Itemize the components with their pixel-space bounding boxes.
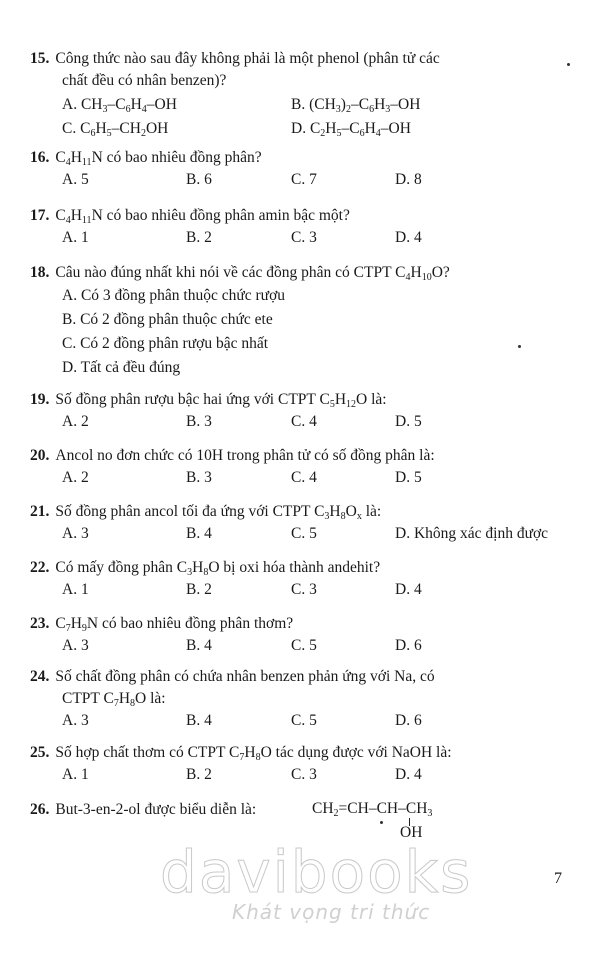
option-c: C. 5 [291, 637, 317, 654]
option-d: D. 6 [395, 712, 422, 729]
question-15 [30, 48, 575, 142]
structural-formula: $CH_2=CH-CH-CH_3$ [312, 800, 433, 819]
question-number: 23. [30, 615, 50, 632]
option-a: A. 3 [62, 712, 89, 729]
watermark-slogan: Khát vọng tri thức [232, 900, 431, 924]
page-number: 7 [554, 870, 562, 887]
option-a: A. 1 [62, 229, 89, 246]
option-c: C. Có 2 đồng phân rượu bậc nhất [62, 335, 269, 352]
option-a: A. Có 3 đồng phân thuộc chức rượu [62, 287, 286, 304]
option-c: C. 4 [291, 469, 317, 486]
question-26 [30, 799, 575, 821]
question-number: 24. [30, 668, 50, 685]
option-a: A. 2 [62, 413, 89, 430]
question-text: $C_7H_9N$ có bao nhiêu đồng phân thơm? [55, 615, 294, 634]
question-number: 15. [30, 50, 50, 67]
question-23 [30, 613, 575, 659]
option-b: B. $(CH_3)_2-C_6H_3-OH$ [291, 96, 421, 115]
option-d: D. 6 [395, 637, 422, 654]
watermark-logo: davibooks [160, 838, 473, 906]
option-d: D. 4 [395, 766, 422, 783]
question-number: 18. [30, 264, 50, 281]
option-a: A. 1 [62, 581, 89, 598]
option-d: D. $C_2H_5-C_6H_4-OH$ [291, 120, 411, 139]
question-text: Ancol no đơn chức có 10H trong phân tử có số đồng phân là: [55, 447, 435, 464]
question-number: 17. [30, 207, 50, 224]
question-text-continued: CTPT $C_7H_8O$ là: [62, 690, 166, 709]
question-22 [30, 557, 575, 603]
option-c: C. 5 [291, 712, 317, 729]
option-d: D. 8 [395, 171, 422, 188]
question-18 [30, 262, 575, 380]
question-number: 19. [30, 391, 50, 408]
option-a: A. 3 [62, 637, 89, 654]
option-b: B. 2 [186, 229, 212, 246]
question-25 [30, 742, 575, 788]
question-text: $C_4H_{11}N$ có bao nhiêu đồng phân? [55, 149, 262, 168]
speck [567, 63, 570, 66]
option-c: C. $C_6H_5-CH_2OH$ [62, 120, 169, 139]
option-a: A. $CH_3-C_6H_4-OH$ [62, 96, 177, 115]
option-d: D. 5 [395, 413, 422, 430]
option-b: B. 6 [186, 171, 212, 188]
option-d: D. Tất cả đều đúng [62, 359, 181, 376]
option-c: C. 3 [291, 581, 317, 598]
question-text: Công thức nào sau đây không phải là một phenol (phân tử các [55, 50, 440, 67]
option-b: B. 4 [186, 712, 212, 729]
question-text: But-3-en-2-ol được biểu diễn là: [55, 801, 257, 818]
question-text: Có mấy đồng phân $C_3H_8O$ bị oxi hóa thành andehit? [55, 559, 381, 578]
option-a: A. 2 [62, 469, 89, 486]
hydroxyl-group: OH [400, 824, 423, 841]
question-text: Số chất đồng phân có chứa nhân benzen phản ứng với Na, có [55, 668, 435, 685]
question-number: 25. [30, 744, 50, 761]
option-b: B. 3 [186, 413, 212, 430]
option-b: B. Có 2 đồng phân thuộc chức ete [62, 311, 273, 328]
option-c: C. 4 [291, 413, 317, 430]
question-text: Câu nào đúng nhất khi nói về các đồng phân có CTPT $C_4H_{10}O$? [55, 264, 450, 283]
question-text-continued: chất đều có nhân benzen)? [62, 72, 227, 89]
question-24 [30, 666, 575, 734]
option-c: C. 5 [291, 525, 317, 542]
question-number: 22. [30, 559, 50, 576]
speck [518, 345, 521, 348]
question-number: 21. [30, 503, 50, 520]
question-19 [30, 389, 575, 435]
option-a: A. 5 [62, 171, 89, 188]
question-text: $C_4H_{11}N$ có bao nhiêu đồng phân amin bậc một? [55, 207, 350, 226]
question-16 [30, 147, 575, 193]
speck [380, 821, 383, 824]
option-b: B. 2 [186, 581, 212, 598]
question-21 [30, 501, 575, 547]
question-number: 20. [30, 447, 50, 464]
option-d: D. 5 [395, 469, 422, 486]
option-d: D. Không xác định được [395, 525, 549, 542]
option-b: B. 4 [186, 637, 212, 654]
question-number: 16. [30, 149, 50, 166]
question-20 [30, 445, 575, 491]
question-17 [30, 205, 575, 251]
question-number: 26. [30, 801, 50, 818]
option-b: B. 2 [186, 766, 212, 783]
option-c: C. 3 [291, 229, 317, 246]
option-c: C. 3 [291, 766, 317, 783]
question-text: Số hợp chất thơm có CTPT $C_7H_8O$ tác dụng được với NaOH là: [55, 744, 452, 763]
option-d: D. 4 [395, 229, 422, 246]
option-d: D. 4 [395, 581, 422, 598]
question-text: Số đồng phân rượu bậc hai ứng với CTPT $C_5H_{12}O$ là: [55, 391, 387, 410]
question-text: Số đồng phân ancol tối đa ứng với CTPT $C_3H_8O_x$ là: [55, 503, 382, 522]
option-a: A. 3 [62, 525, 89, 542]
option-a: A. 1 [62, 766, 89, 783]
option-b: B. 3 [186, 469, 212, 486]
option-c: C. 7 [291, 171, 317, 188]
option-b: B. 4 [186, 525, 212, 542]
